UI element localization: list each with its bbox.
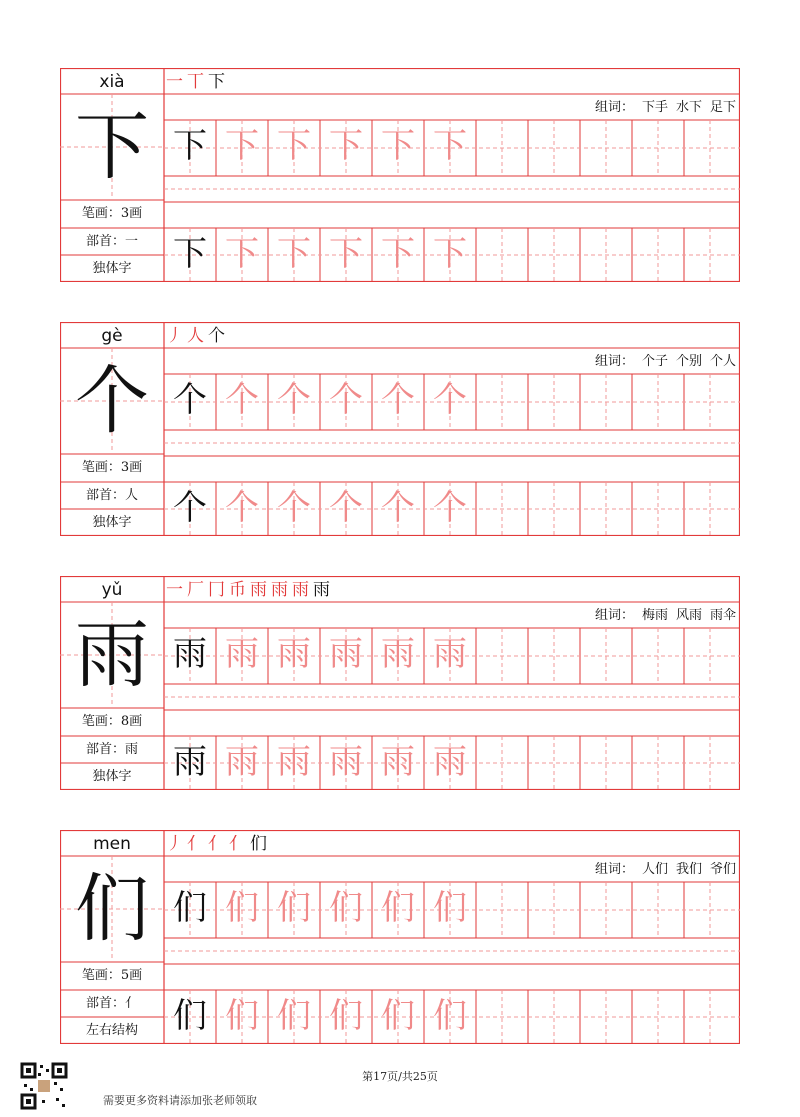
stroke-order-step: 下 [208,72,225,92]
word-item: 梅雨 [641,608,668,623]
practice-trace-character: 个 [329,380,363,420]
stroke-order-step: 一 [166,580,183,600]
practice-trace-character: 雨 [329,742,363,782]
stroke-count-label: 笔画： [81,968,121,983]
practice-trace-character: 个 [277,380,311,420]
radical-label: 部首： [85,996,125,1011]
stroke-count-value: 3画 [120,206,143,221]
practice-trace-character: 们 [433,996,467,1036]
practice-trace-character: 个 [381,380,415,420]
words-label: 组词： [594,608,634,623]
practice-trace-character: 雨 [277,742,311,782]
word-item: 个人 [709,354,736,369]
radical-label: 部首： [85,234,125,249]
practice-trace-character: 下 [329,126,363,166]
stroke-order-step: 亻 [187,834,204,854]
stroke-order-step: 丿 [166,834,183,854]
practice-trace-character: 雨 [329,634,363,674]
practice-trace-character: 下 [381,234,415,274]
practice-trace-character: 下 [277,126,311,166]
stroke-order-step: 冂 [208,580,225,600]
practice-trace-character: 们 [277,888,311,928]
word-item: 个子 [641,354,668,369]
model-character: 们 [75,866,149,952]
stroke-count-label: 笔画： [81,460,121,475]
stroke-order-step: 丿 [166,326,183,346]
practice-trace-character: 雨 [277,634,311,674]
practice-model-character: 雨 [173,634,207,674]
character-block [60,68,740,282]
stroke-order [166,68,229,94]
radical-value: 人 [125,488,139,503]
model-character: 个 [75,358,149,444]
practice-trace-character: 们 [329,996,363,1036]
practice-trace-character: 们 [433,888,467,928]
stroke-order-step: 一 [166,72,183,92]
stroke-count-label: 笔画： [81,206,121,221]
stroke-order-step: 丅 [187,72,204,92]
structure: 独体字 [92,261,132,276]
word-item: 风雨 [675,608,702,623]
practice-trace-character: 个 [277,488,311,528]
stroke-count-value: 5画 [120,968,143,983]
practice-trace-character: 下 [225,234,259,274]
pinyin: xià [99,72,125,92]
stroke-order-step: 雨 [250,580,267,600]
stroke-count [60,963,164,989]
structure: 独体字 [92,515,132,530]
practice-model-character: 们 [173,996,207,1036]
stroke-count [60,455,164,481]
practice-trace-character: 雨 [433,634,467,674]
practice-trace-character: 个 [433,488,467,528]
practice-trace-character: 雨 [381,634,415,674]
practice-trace-character: 下 [381,126,415,166]
practice-model-character: 雨 [173,742,207,782]
stroke-count-value: 3画 [120,460,143,475]
stroke-order-step: 人 [187,326,204,346]
character-block [60,576,740,790]
stroke-order-step: 币 [229,580,246,600]
words-label: 组词： [594,354,634,369]
stroke-order [166,322,229,348]
character-block [60,322,740,536]
practice-trace-character: 下 [277,234,311,274]
practice-trace-character: 们 [225,996,259,1036]
radical [60,991,164,1017]
stroke-count-label: 笔画： [81,714,121,729]
radical [60,483,164,509]
stroke-order-step: 雨 [292,580,309,600]
stroke-order-step: 们 [250,834,267,854]
practice-trace-character: 下 [433,126,467,166]
practice-model-character: 下 [173,126,207,166]
practice-model-character: 个 [173,380,207,420]
pinyin: men [93,834,131,854]
stroke-order-step: 厂 [187,580,204,600]
word-item: 足下 [709,100,736,115]
practice-trace-character: 们 [381,996,415,1036]
radical-value: 一 [125,234,139,249]
practice-trace-character: 个 [329,488,363,528]
word-item: 爷们 [709,862,736,877]
practice-trace-character: 下 [433,234,467,274]
radical [60,737,164,763]
structure: 左右结构 [85,1023,138,1038]
practice-model-character: 们 [173,888,207,928]
words-label: 组词： [594,100,634,115]
practice-trace-character: 雨 [433,742,467,782]
practice-trace-character: 们 [329,888,363,928]
practice-trace-character: 个 [381,488,415,528]
stroke-order-step: 亻 [208,834,225,854]
practice-model-character: 个 [173,488,207,528]
pinyin: gè [101,326,123,346]
word-item: 下手 [641,100,668,115]
word-list [587,94,736,120]
practice-trace-character: 个 [433,380,467,420]
words-label: 组词： [594,862,634,877]
word-item: 人们 [641,862,668,877]
word-item: 水下 [675,100,702,115]
stroke-order [166,576,334,602]
practice-trace-character: 们 [225,888,259,928]
practice-trace-character: 雨 [225,742,259,782]
stroke-count [60,201,164,227]
radical-label: 部首： [85,488,125,503]
stroke-order [166,830,271,856]
model-character: 雨 [75,612,149,698]
practice-trace-character: 下 [329,234,363,274]
practice-trace-character: 下 [225,126,259,166]
pinyin: yǔ [101,580,123,600]
footer-note: 需要更多资料请添加张老师领取 [103,1094,257,1107]
practice-trace-character: 雨 [225,634,259,674]
word-item: 我们 [675,862,702,877]
practice-trace-character: 雨 [381,742,415,782]
practice-trace-character: 个 [225,488,259,528]
stroke-count-value: 8画 [120,714,143,729]
character-block [60,830,740,1044]
stroke-order-step: 亻 [229,834,246,854]
practice-trace-character: 个 [225,380,259,420]
radical [60,229,164,255]
page-number: 第17页/共25页 [362,1070,438,1083]
structure: 独体字 [92,769,132,784]
radical-value: 亻 [125,996,139,1011]
word-item: 雨伞 [709,608,736,623]
model-character: 下 [75,104,149,190]
practice-model-character: 下 [173,234,207,274]
practice-trace-character: 们 [277,996,311,1036]
radical-label: 部首： [85,742,125,757]
stroke-order-step: 个 [208,326,225,346]
radical-value: 雨 [125,742,139,757]
word-item: 个别 [675,354,702,369]
word-list [587,348,736,374]
word-list [587,856,736,882]
stroke-order-step: 雨 [313,580,330,600]
word-list [587,602,736,628]
practice-trace-character: 们 [381,888,415,928]
stroke-count [60,709,164,735]
stroke-order-step: 雨 [271,580,288,600]
